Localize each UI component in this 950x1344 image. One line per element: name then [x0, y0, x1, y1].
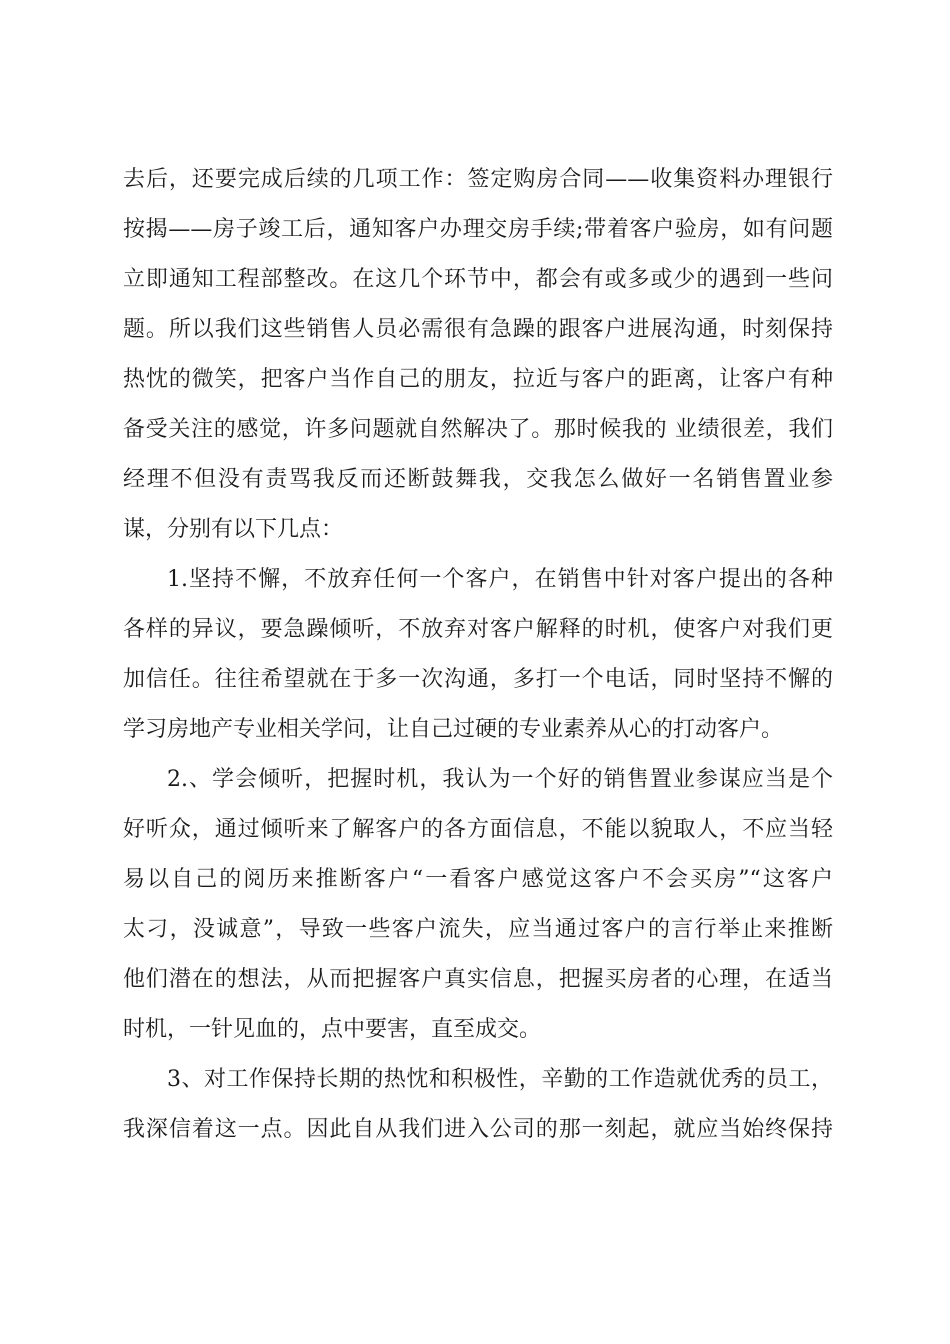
- text-line: 他们潜在的想法，从而把握客户真实信息，把握买房者的心理，在适当: [123, 967, 833, 992]
- text-line: 2.、学会倾听，把握时机，我认为一个好的销售置业参谋应当是个: [167, 767, 833, 792]
- paragraph-point-3: [123, 1055, 833, 1155]
- text-line: 时机，一针见血的，点中要害，直至成交。: [123, 1017, 542, 1042]
- text-line: 备受关注的感觉，许多问题就自然解决了。那时候我的 业绩很差，我们: [123, 417, 833, 442]
- text-line: 好听众，通过倾听来了解客户的各方面信息，不能以貌取人，不应当轻: [123, 817, 833, 842]
- text-line: 易以自己的阅历来推断客户“一看客户感觉这客户不会买房”“这客户: [123, 867, 833, 892]
- text-line: 按揭——房子竣工后，通知客户办理交房手续;带着客户验房，如有问题: [123, 217, 833, 242]
- paragraph-point-1: [123, 555, 833, 755]
- paragraph-point-2: [123, 755, 833, 1055]
- text-line: 1.坚持不懈，不放弃任何一个客户，在销售中针对客户提出的各种: [167, 567, 833, 592]
- body-text: [123, 155, 833, 1155]
- text-line: 热忱的微笑，把客户当作自己的朋友，拉近与客户的距离，让客户有种: [123, 367, 833, 392]
- text-line: 我深信着这一点。因此自从我们进入公司的那一刻起，就应当始终保持: [123, 1117, 833, 1142]
- text-line: 立即通知工程部整改。在这几个环节中，都会有或多或少的遇到一些问: [123, 267, 833, 292]
- text-line: 3、对工作保持长期的热忱和积极性，辛勤的工作造就优秀的员工，: [167, 1067, 833, 1092]
- text-line: 各样的异议，要急躁倾听，不放弃对客户解释的时机，使客户对我们更: [123, 617, 833, 642]
- text-line: 题。所以我们这些销售人员必需很有急躁的跟客户进展沟通，时刻保持: [123, 317, 833, 342]
- text-line: 谋，分别有以下几点：: [123, 517, 344, 542]
- text-line: 经理不但没有责骂我反而还断鼓舞我，交我怎么做好一名销售置业参: [123, 467, 833, 492]
- text-line: 太刁，没诚意”，导致一些客户流失，应当通过客户的言行举止来推断: [123, 917, 833, 942]
- text-line: 加信任。往往希望就在于多一次沟通，多打一个电话，同时坚持不懈的: [123, 667, 833, 692]
- text-line: 学习房地产专业相关学问，让自己过硬的专业素养从心的打动客户。: [123, 717, 784, 742]
- paragraph-intro: [123, 155, 833, 555]
- text-line: 去后，还要完成后续的几项工作：签定购房合同——收集资料办理银行: [123, 167, 833, 192]
